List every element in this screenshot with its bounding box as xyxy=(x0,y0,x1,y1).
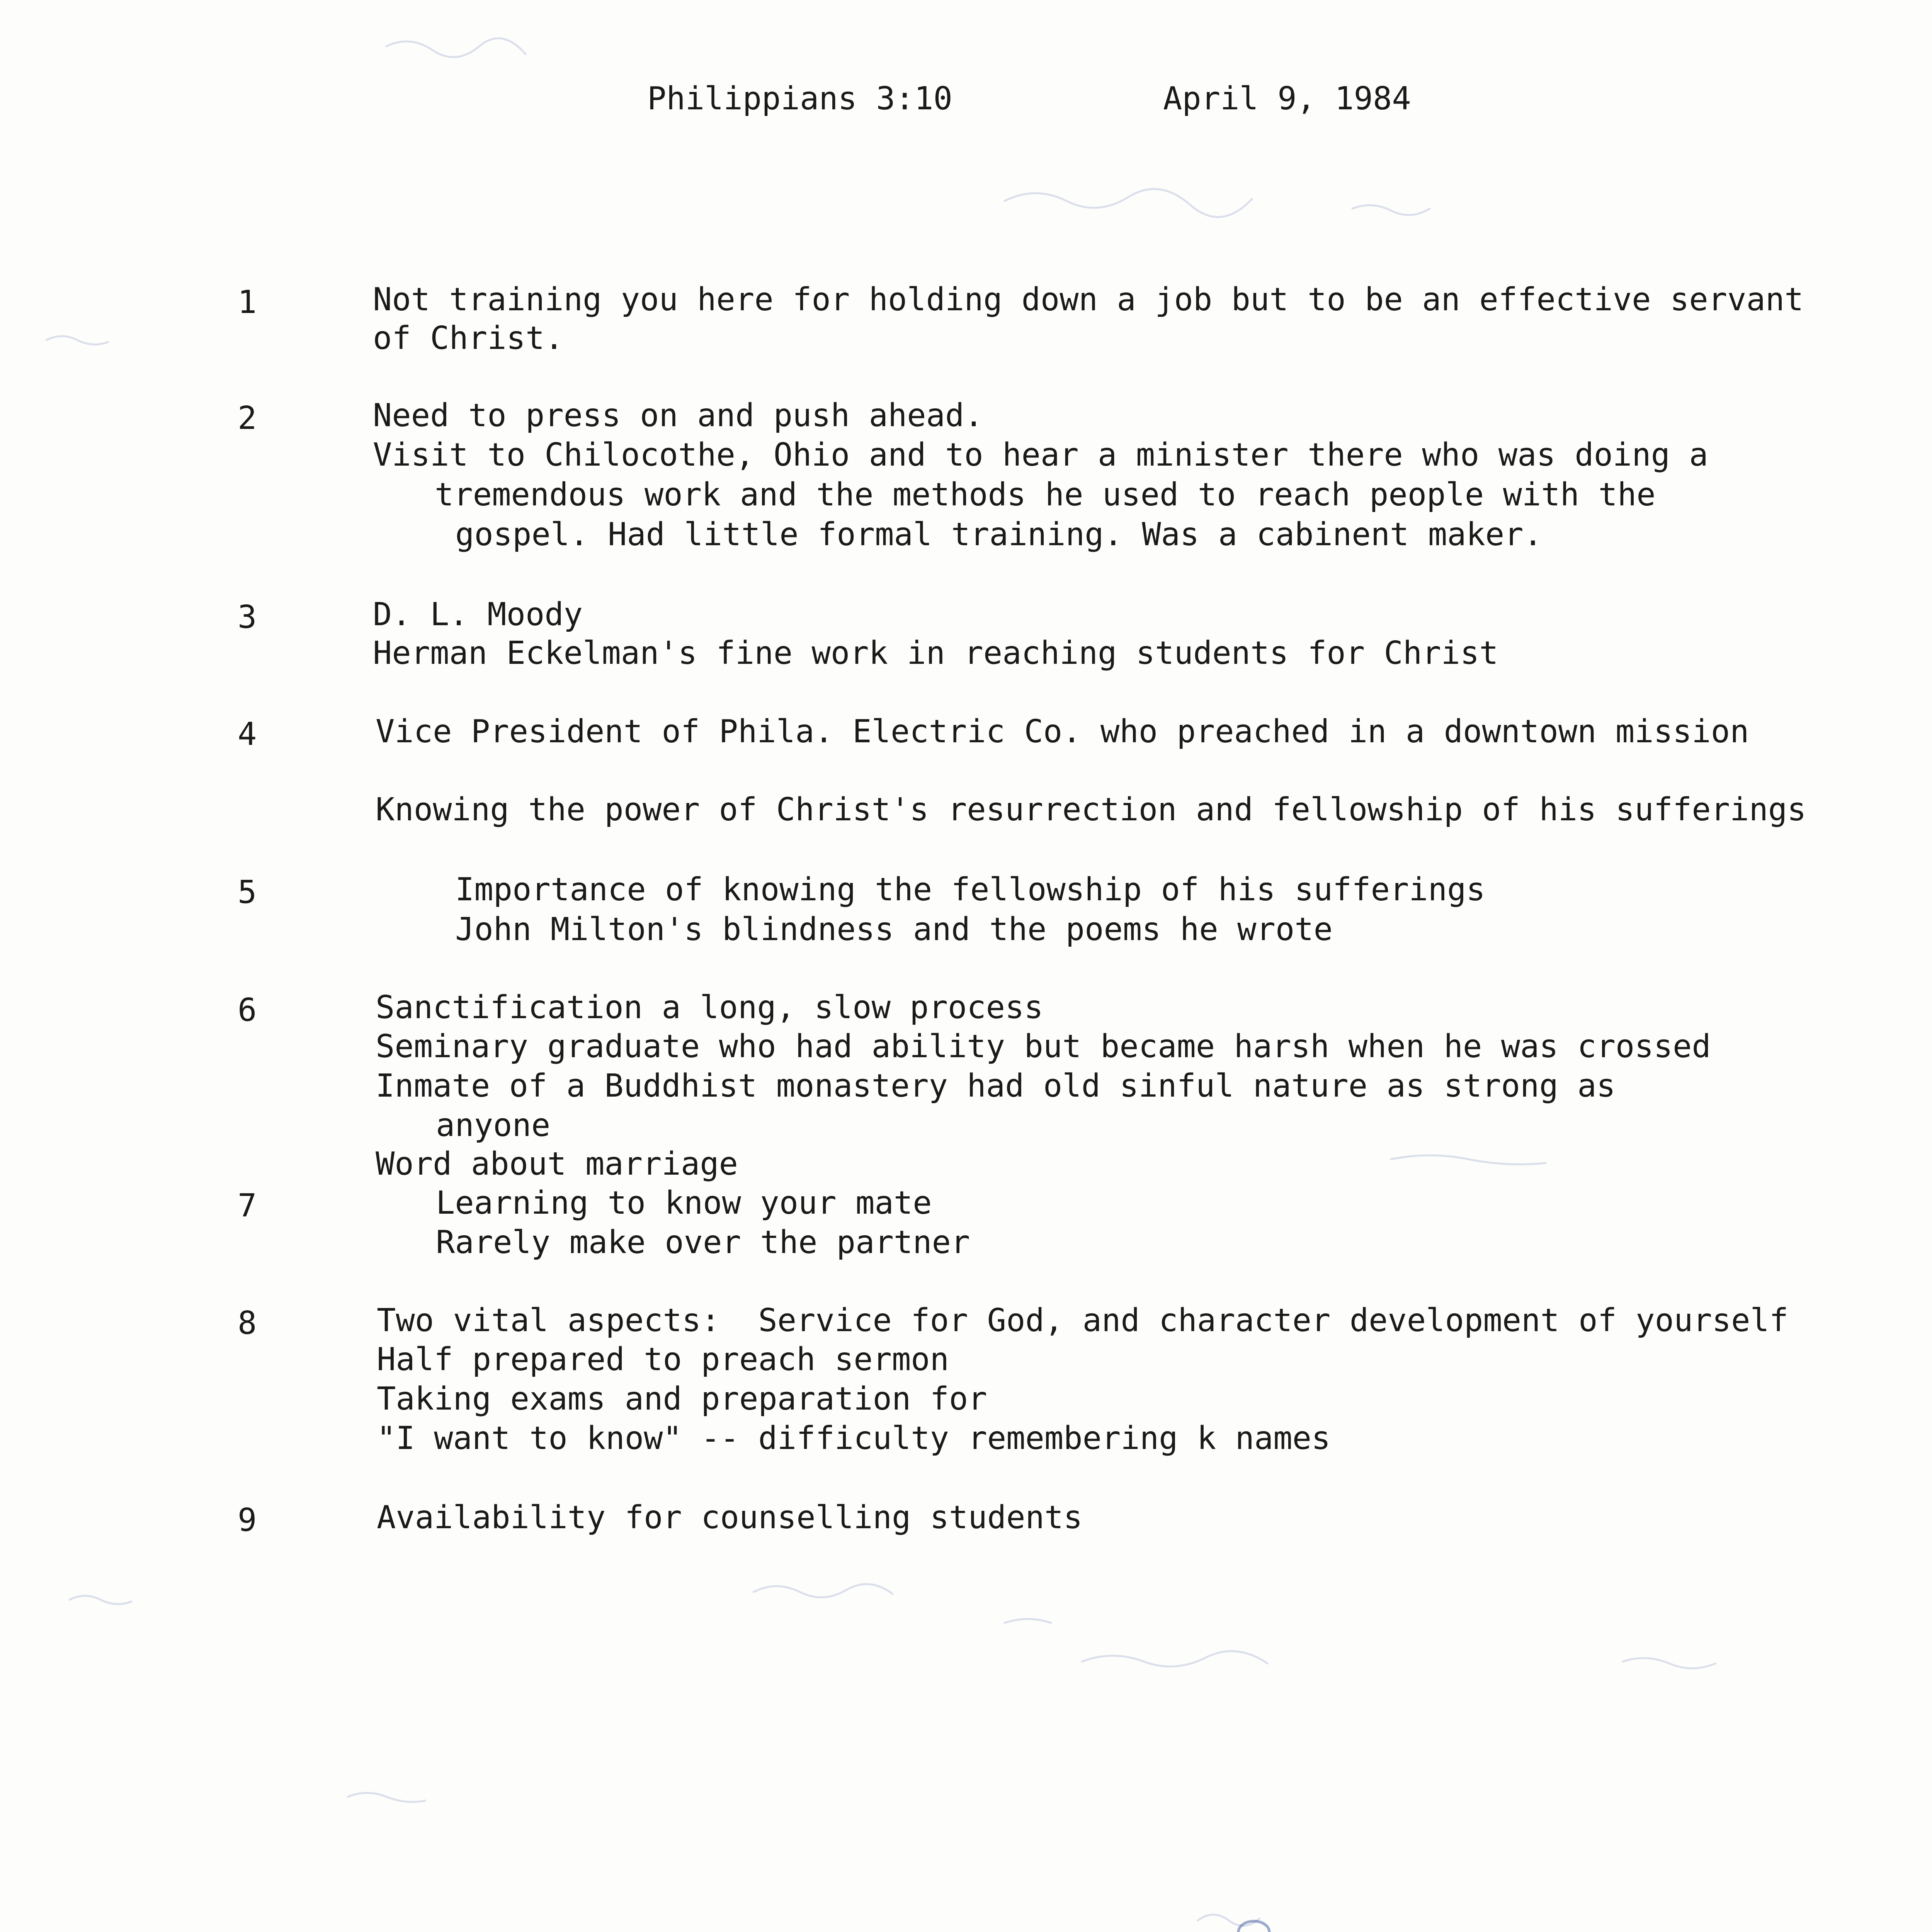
section-number-1: 1 xyxy=(238,284,257,321)
section-6-line-2: Seminary graduate who had ability but became harsh when he was crossed xyxy=(376,1028,1711,1065)
section-8-line-2: Half prepared to preach sermon xyxy=(377,1341,949,1378)
section-3-line-2: Herman Eckelman's fine work in reaching students for Christ xyxy=(373,635,1498,672)
section-number-9: 9 xyxy=(238,1502,257,1539)
section-8-line-4: "I want to know" -- difficulty remembering k names xyxy=(377,1420,1331,1457)
section-5-line-2: John Milton's blindness and the poems he wrote xyxy=(455,911,1333,948)
section-1-line-1: Not training you here for holding down a job but to be an effective servant xyxy=(373,281,1804,318)
section-3-line-1: D. L. Moody xyxy=(373,596,583,633)
section-6-line-5: Word about marriage xyxy=(376,1146,738,1182)
section-number-2: 2 xyxy=(238,400,257,437)
section-number-4: 4 xyxy=(238,716,257,753)
section-7-line-2: Rarely make over the partner xyxy=(436,1224,970,1261)
section-5-line-1: Importance of knowing the fellowship of his sufferings xyxy=(455,871,1485,908)
section-6-line-3: Inmate of a Buddhist monastery had old sinful nature as strong as xyxy=(376,1068,1616,1104)
section-4-line-1: Vice President of Phila. Electric Co. who preached in a downtown mission xyxy=(376,713,1749,750)
section-2-line-4: gospel. Had little formal training. Was a cabinent maker. xyxy=(455,516,1543,553)
section-6-line-1: Sanctification a long, slow process xyxy=(376,989,1043,1026)
section-number-7: 7 xyxy=(238,1187,257,1224)
scripture-reference: Philippians 3:10 xyxy=(647,80,952,117)
section-6-line-4: anyone xyxy=(436,1107,551,1144)
section-number-8: 8 xyxy=(238,1305,257,1342)
section-8-line-1: Two vital aspects: Service for God, and character development of yourself xyxy=(377,1302,1789,1339)
section-2-line-3: tremendous work and the methods he used to reach people with the xyxy=(435,476,1656,513)
section-2-line-1: Need to press on and push ahead. xyxy=(373,397,983,434)
section-8-line-3: Taking exams and preparation for xyxy=(377,1381,987,1417)
section-7-line-1: Learning to know your mate xyxy=(436,1185,932,1221)
section-number-3: 3 xyxy=(238,599,257,636)
section-4-line-2: Knowing the power of Christ's resurrection and fellowship of his sufferings xyxy=(376,791,1806,828)
section-2-line-2: Visit to Chilocothe, Ohio and to hear a minister there who was doing a xyxy=(373,437,1708,473)
section-9-line-1: Availability for counselling students xyxy=(377,1499,1083,1536)
section-number-6: 6 xyxy=(238,992,257,1029)
section-1-line-2: of Christ. xyxy=(373,320,564,357)
section-number-5: 5 xyxy=(238,874,257,911)
document-date: April 9, 1984 xyxy=(1163,80,1411,117)
